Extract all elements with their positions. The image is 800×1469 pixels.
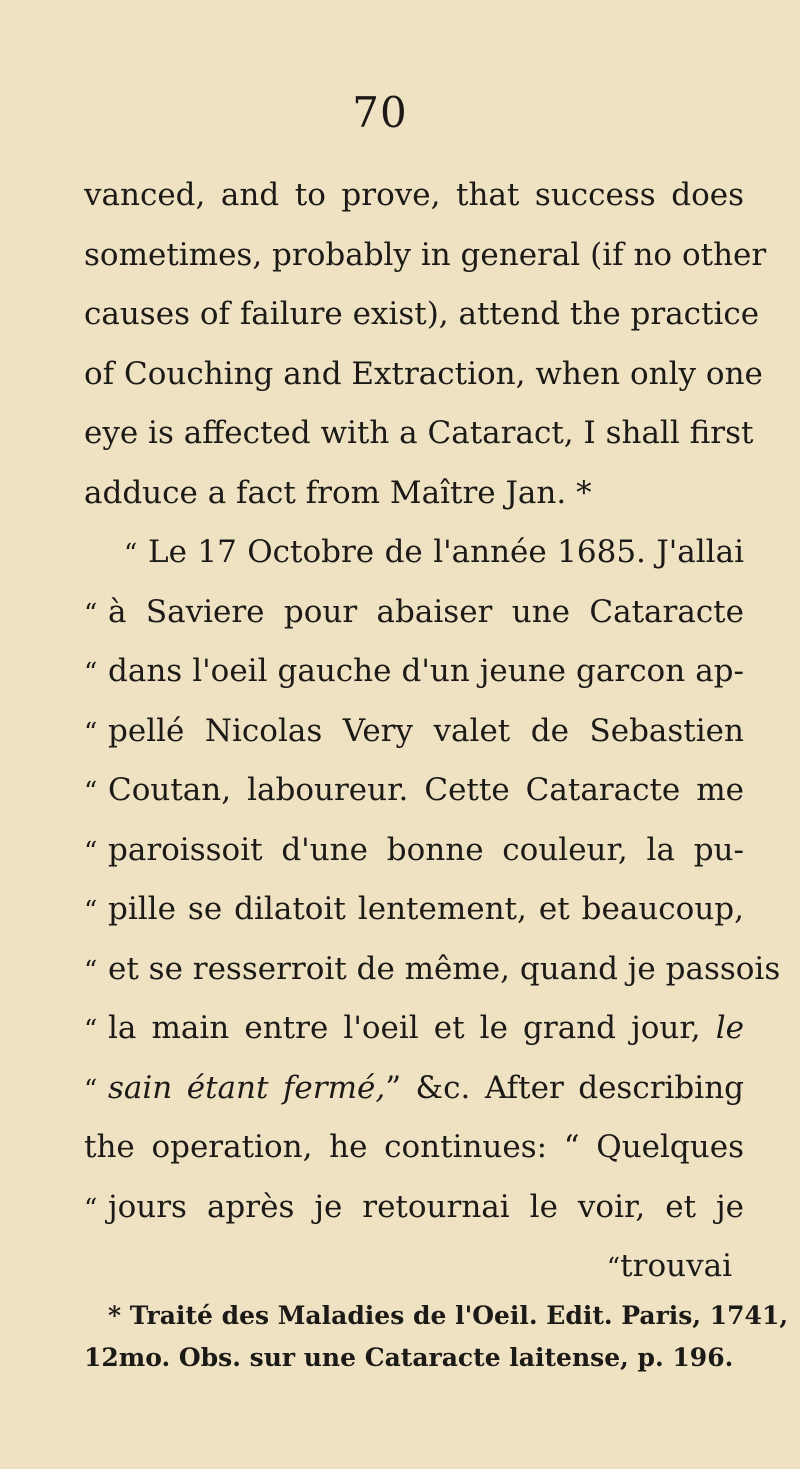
quote-mark: “ xyxy=(84,717,98,748)
catchword-text: trouvai xyxy=(620,1248,732,1284)
text-line-4: of Couching and Extraction, when only one xyxy=(84,355,763,392)
quote-line-2 xyxy=(84,583,744,643)
quote-line-text: &c. After describing xyxy=(401,1069,745,1106)
text-line-3: causes of failure exist), attend the practice xyxy=(84,296,760,332)
quote-line-text: Le 17 Octobre de l'année 1685. J'allai xyxy=(148,534,744,570)
italic-text: sain étant fermé, xyxy=(108,1069,386,1106)
quote-mark: “ xyxy=(124,539,138,569)
quote-mark: “ xyxy=(84,955,98,986)
quote-line-text: jours après je retournai le voir, et je xyxy=(108,1188,744,1225)
text-line-1: vanced, and to prove, that success does xyxy=(84,177,744,213)
quote-line-text: pille se dilatoit lentement, et beaucoup, xyxy=(108,891,744,927)
quote-line-text: pellé Nicolas Very valet de Sebastien xyxy=(108,712,744,749)
quote-mark: “ xyxy=(84,777,98,807)
quote-line-7 xyxy=(84,880,744,940)
body-text xyxy=(84,166,781,1297)
quote-line-text: la main entre l'oeil et le grand jour, xyxy=(108,1010,701,1046)
quote-line-5 xyxy=(84,761,744,821)
text-line-17: the operation, he continues: “ Quelques xyxy=(84,1129,744,1165)
quote-mark: “ xyxy=(84,1074,98,1105)
quote-mark: “ xyxy=(84,896,98,926)
catchword xyxy=(84,1237,744,1297)
text-line-2: sometimes, probably in general (if no other xyxy=(84,236,767,273)
quote-line-text: et se resserroit de même, quand je passois xyxy=(108,950,781,987)
quote-line-8 xyxy=(84,940,781,1000)
quote-line-10 xyxy=(84,1059,744,1119)
footnote-line-2: 12mo. Obs. sur une Cataracte laitense, p. 196. xyxy=(84,1343,734,1372)
quote-line-11 xyxy=(84,1178,744,1238)
text-line-5: eye is affected with a Cataract, I shall first xyxy=(84,415,754,451)
quote-line-3 xyxy=(84,642,744,702)
italic-text: le xyxy=(715,1010,744,1046)
quote-line-text: Coutan, laboureur. Cette Cataracte me xyxy=(108,772,744,808)
footnote xyxy=(84,1295,789,1379)
quote-line-text: dans l'oeil gauche d'un jeune garcon ap- xyxy=(108,653,744,689)
quote-mark: “ xyxy=(84,598,98,629)
quote-mark: “ xyxy=(84,1193,98,1224)
quote-mark: “ xyxy=(84,658,98,688)
quote-line-9 xyxy=(84,999,744,1059)
quote-mark: “ xyxy=(84,836,98,867)
quote-line-text: à Saviere pour abaiser une Cataracte xyxy=(108,593,744,630)
page-number: 70 xyxy=(352,88,408,137)
quote-line-1 xyxy=(84,523,744,583)
quote-line-4 xyxy=(84,702,744,762)
text-line-6: adduce a fact from Maître Jan. * xyxy=(84,474,592,511)
close-quote-mark: ” xyxy=(385,1069,402,1106)
quote-line-text: paroissoit d'une bonne couleur, la pu- xyxy=(108,831,744,868)
footnote-line-1: * Traité des Maladies de l'Oeil. Edit. Paris, 1741, xyxy=(108,1301,789,1330)
quote-mark: “ xyxy=(84,1015,98,1045)
quote-line-6 xyxy=(84,821,744,881)
quote-mark: “ xyxy=(606,1253,621,1283)
